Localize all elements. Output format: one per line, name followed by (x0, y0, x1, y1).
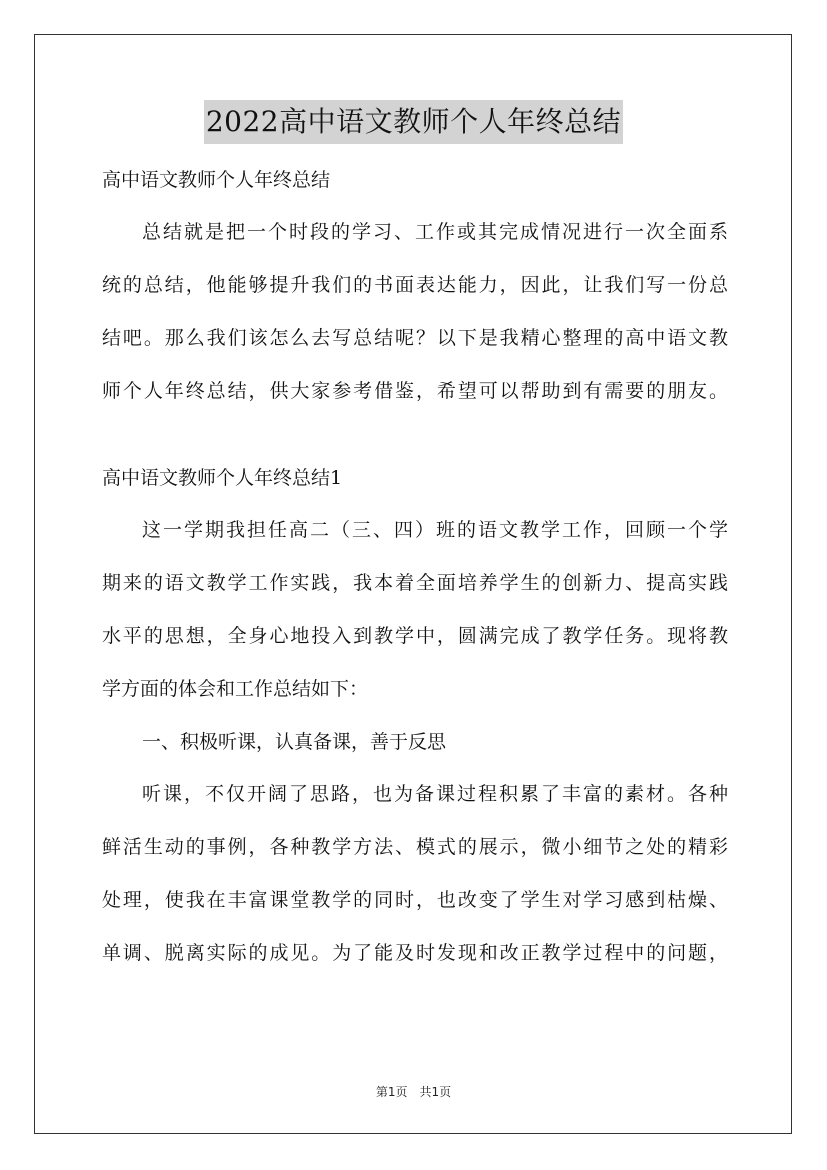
paragraph-line: 水平的思想，全身心地投入到教学中，圆满完成了教学任务。现将教 (102, 625, 728, 647)
document-body (102, 166, 728, 992)
section1-paragraph-2 (102, 780, 728, 967)
page-number: 第1页 共1页 (375, 1085, 452, 1099)
paragraph-line: 听课，不仅开阔了思路，也为备课过程积累了丰富的素材。各种 (142, 783, 728, 805)
paragraph-line: 单调、脱离实际的成见。为了能及时发现和改正教学过程中的问题， (102, 942, 728, 964)
document-title[interactable]: 2022高中语文教师个人年终总结 (204, 100, 623, 144)
intro-line: 总结就是把一个时段的学习、工作或其完成情况进行一次全面系 (142, 221, 728, 243)
paragraph-line: 学方面的体会和工作总结如下： (102, 678, 369, 700)
title-container (0, 100, 827, 144)
section-spacer (102, 430, 728, 464)
paragraph-line: 鲜活生动的事例，各种教学方法、模式的展示，微小细节之处的精彩 (102, 836, 728, 858)
intro-line: 结吧。那么我们该怎么去写总结呢？以下是我精心整理的高中语文教 (102, 327, 728, 349)
section1-paragraph-1 (102, 516, 728, 703)
paragraph-line: 期来的语文教学工作实践，我本着全面培养学生的创新力、提高实践 (102, 572, 728, 594)
subtitle: 高中语文教师个人年终总结 (102, 169, 331, 191)
paragraph-line: 这一学期我担任高二（三、四）班的语文教学工作，回顾一个学 (142, 519, 728, 541)
point-heading: 一、积极听课，认真备课，善于反思 (142, 731, 447, 753)
intro-line: 师个人年终总结，供大家参考借鉴，希望可以帮助到有需要的朋友。 (102, 380, 728, 402)
paragraph-line: 处理，使我在丰富课堂教学的同时，也改变了学生对学习感到枯燥、 (102, 889, 728, 911)
intro-paragraph (102, 218, 728, 405)
intro-line: 统的总结，他能够提升我们的书面表达能力，因此，让我们写一份总 (102, 274, 728, 296)
section-title: 高中语文教师个人年终总结1 (102, 467, 343, 489)
